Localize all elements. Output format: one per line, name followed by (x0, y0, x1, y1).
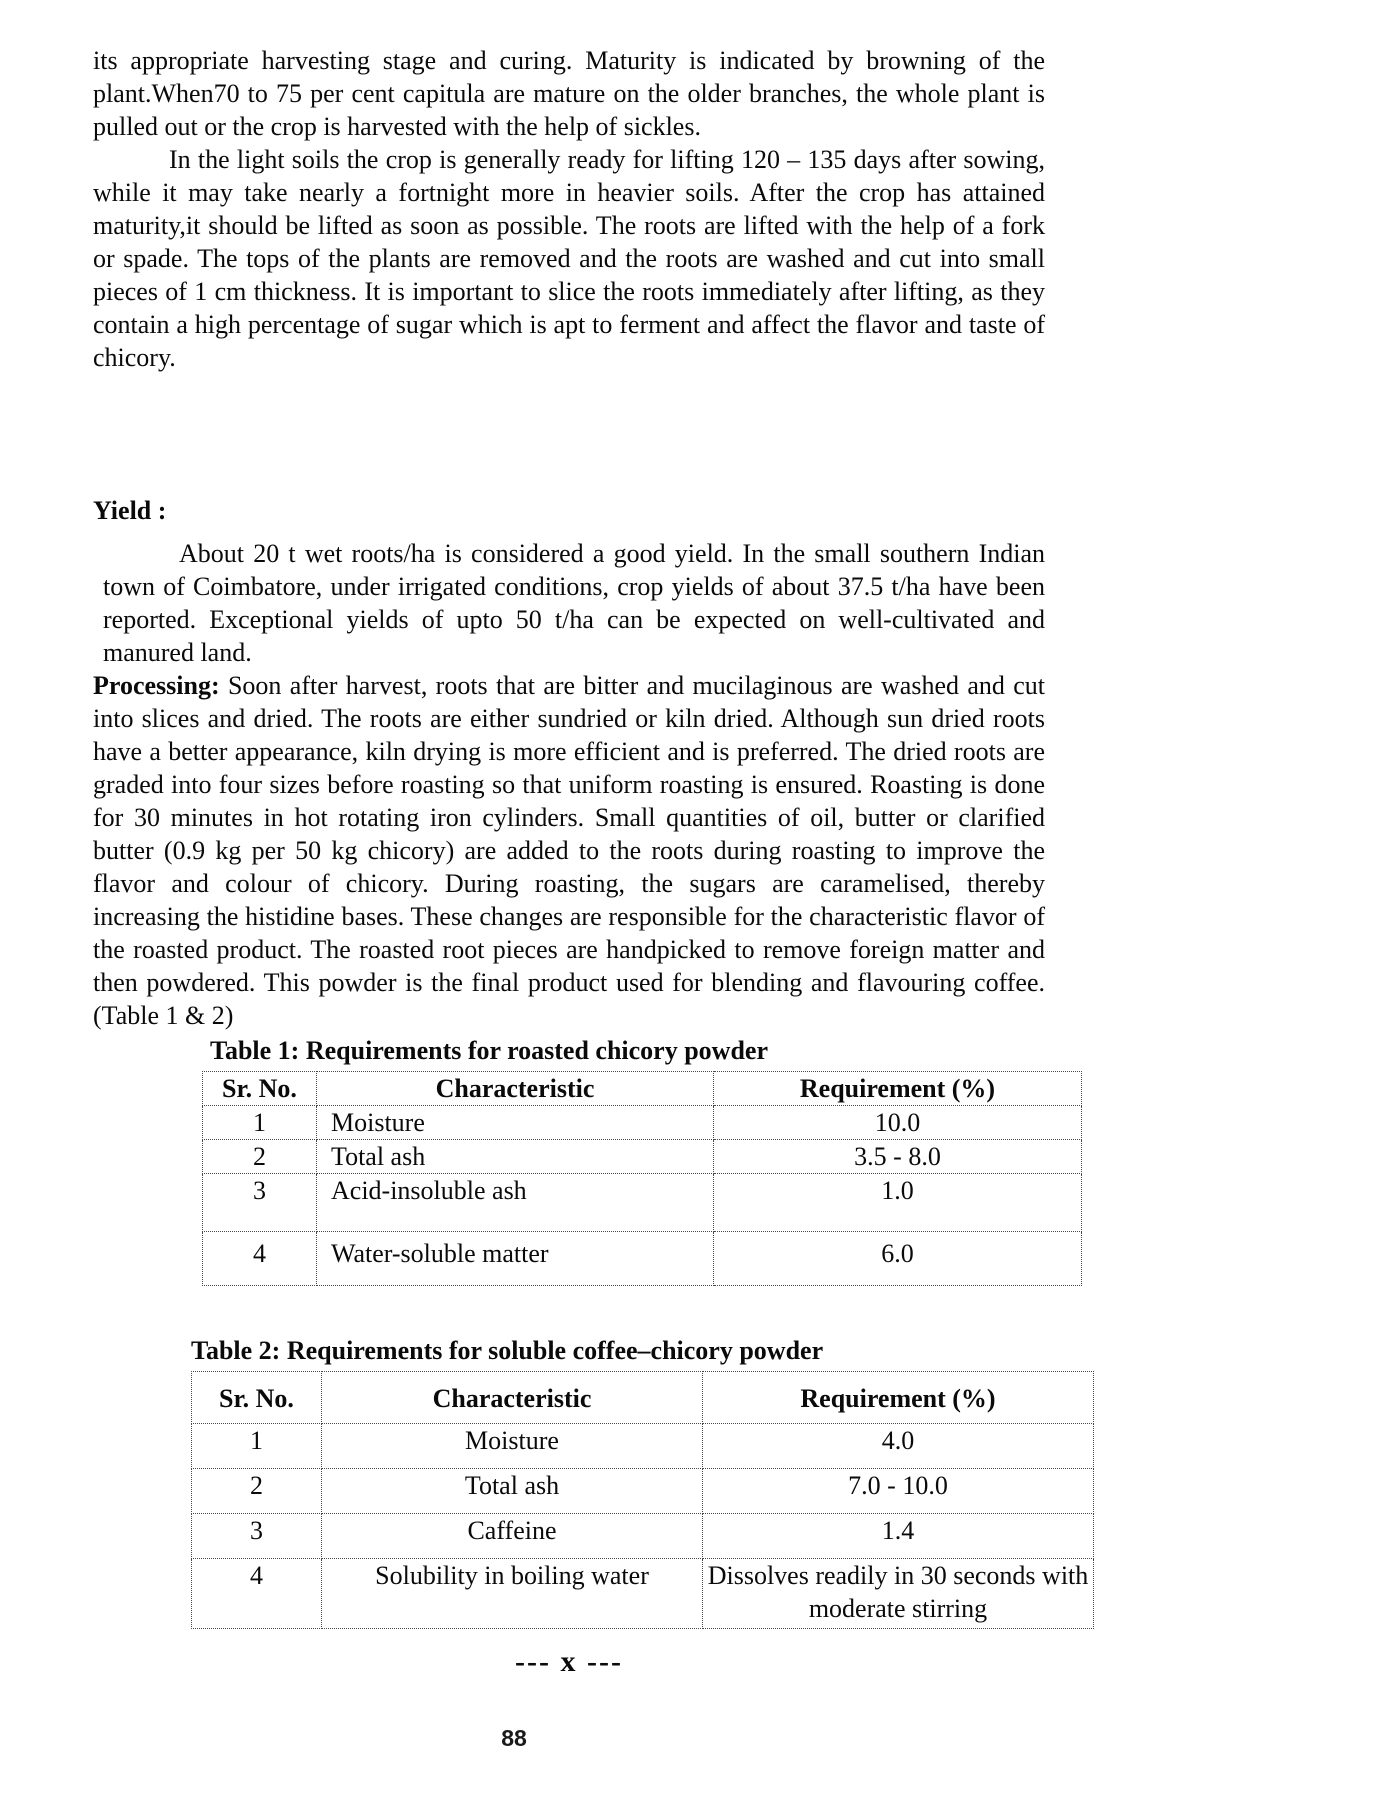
table1-roasted-chicory-requirements (202, 1071, 1082, 1286)
table1-cell-srno: 2 (203, 1140, 317, 1174)
paragraph-yield: About 20 t wet roots/ha is considered a good yield. In the small southern Indian town of Coimbatore, under irrigated conditions, crop yields of about 37.5 t/ha have been reported. Exceptional yields of upto 50 t/ha can be expected on well-cultivated and manured land. (103, 539, 1045, 667)
table1-header-requirement: Requirement (%) (714, 1072, 1082, 1106)
table1-cell-srno: 4 (203, 1232, 317, 1286)
table2-cell-characteristic: Solubility in boiling water (322, 1559, 703, 1629)
table2-cell-characteristic: Moisture (322, 1424, 703, 1469)
table2-cell-srno: 1 (192, 1424, 322, 1469)
table1-cell-characteristic: Total ash (317, 1140, 714, 1174)
table-row (203, 1140, 1082, 1174)
table2-soluble-coffee-chicory-requirements (191, 1371, 1094, 1629)
table1-cell-requirement: 3.5 - 8.0 (714, 1140, 1082, 1174)
table2-cell-srno: 2 (192, 1469, 322, 1514)
table-row (192, 1559, 1094, 1629)
table2-cell-characteristic: Total ash (322, 1469, 703, 1514)
table1-cell-srno: 3 (203, 1174, 317, 1232)
table2-title: Table 2: Requirements for soluble coffee–chicory powder (191, 1336, 824, 1365)
table1-title: Table 1: Requirements for roasted chicory powder (210, 1036, 768, 1065)
page-number: 88 (501, 1725, 527, 1751)
table-row (203, 1232, 1082, 1286)
table2-cell-srno: 3 (192, 1514, 322, 1559)
table1-cell-characteristic: Water-soluble matter (317, 1232, 714, 1286)
table2-cell-requirement: 4.0 (703, 1424, 1094, 1469)
table2-cell-srno: 4 (192, 1559, 322, 1629)
table1-header-characteristic: Characteristic (317, 1072, 714, 1106)
yield-heading: Yield : (93, 496, 167, 525)
table2-cell-characteristic: Caffeine (322, 1514, 703, 1559)
table2-header-srno: Sr. No. (192, 1372, 322, 1424)
table2-header-characteristic: Characteristic (322, 1372, 703, 1424)
table1-cell-srno: 1 (203, 1106, 317, 1140)
section-end-marker: --- x --- (515, 1645, 623, 1678)
processing-text: Soon after harvest, roots that are bitter and mucilaginous are washed and cut into slices and dried. The roots are either sundried or kiln dried. Although sun dried roots have a better appearance, kiln drying is more efficient and is preferred. The dried roots are graded into four sizes before roasting so that uniform roasting is ensured. Roasting is done for 30 minutes in hot rotating iron cylinders. Small quantities of oil, butter or clarified butter (0.9 kg per 50 kg chicory) are added to the roots during roasting to improve the flavor and colour of chicory. During roasting, the sugars are caramelised, thereby increasing the histidine bases. These changes are responsible for the characteristic flavor of the roasted product. The roasted root pieces are handpicked to remove foreign matter and then powdered. This powder is the final product used for blending and flavouring coffee.(Table 1 & 2) (93, 671, 1045, 1030)
table-row (192, 1514, 1094, 1559)
page-content (93, 44, 1089, 1752)
table1-cell-requirement: 10.0 (714, 1106, 1082, 1140)
table-row (203, 1174, 1082, 1232)
table1-cell-requirement: 6.0 (714, 1232, 1082, 1286)
paragraph-harvesting: its appropriate harvesting stage and curing. Maturity is indicated by browning of the plant.When70 to 75 per cent capitula are mature on the older branches, the whole plant is pulled out or the crop is harvested with the help of sickles. (93, 46, 1045, 141)
table-row (192, 1424, 1094, 1469)
paragraph-processing (93, 669, 1045, 1032)
table1-cell-characteristic: Moisture (317, 1106, 714, 1140)
table-row (192, 1469, 1094, 1514)
table1-cell-characteristic: Acid-insoluble ash (317, 1174, 714, 1232)
table1-header-srno: Sr. No. (203, 1072, 317, 1106)
table1-cell-requirement: 1.0 (714, 1174, 1082, 1232)
table2-header-requirement: Requirement (%) (703, 1372, 1094, 1424)
processing-label: Processing: (93, 671, 220, 700)
table1-header-row (203, 1072, 1082, 1106)
table2-header-row (192, 1372, 1094, 1424)
table-row (203, 1106, 1082, 1140)
table2-cell-requirement: Dissolves readily in 30 seconds with moderate stirring (703, 1559, 1094, 1629)
paragraph-lifting: In the light soils the crop is generally ready for lifting 120 – 135 days after sowing, while it may take nearly a fortnight more in heavier soils. After the crop has attained maturity,it should be lifted as soon as possible. The roots are lifted with the help of a fork or spade. The tops of the plants are removed and the roots are washed and cut into small pieces of 1 cm thickness. It is important to slice the roots immediately after lifting, as they contain a high percentage of sugar which is apt to ferment and affect the flavor and taste of chicory. (93, 145, 1045, 372)
table2-cell-requirement: 1.4 (703, 1514, 1094, 1559)
table2-cell-requirement: 7.0 - 10.0 (703, 1469, 1094, 1514)
